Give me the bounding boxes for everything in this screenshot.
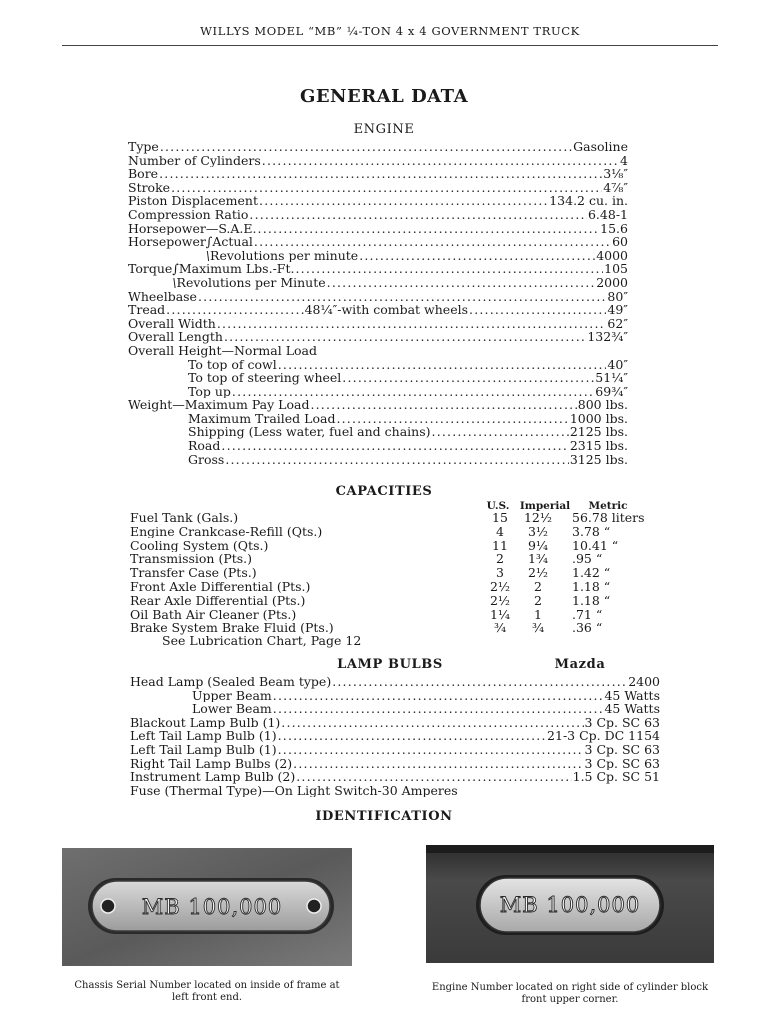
brace-symbol: \ xyxy=(205,248,211,263)
spec-label: Shipping (Less water, fuel and chains) xyxy=(188,425,431,440)
capacity-label: Front Axle Differential (Pts.) xyxy=(130,579,311,594)
spec-label: Gross xyxy=(188,452,225,467)
spec-row xyxy=(128,303,628,317)
col-us: U.S. xyxy=(486,500,510,512)
capacity-imperial: 2 xyxy=(534,578,542,594)
header-rule xyxy=(62,45,718,46)
dot-leader xyxy=(296,770,571,784)
spec-value: 62″ xyxy=(607,316,628,331)
lamp-bulb-list xyxy=(130,675,660,797)
capacity-row xyxy=(130,511,650,525)
spec-row xyxy=(128,194,628,208)
spec-row xyxy=(130,743,660,757)
lamp-bulbs-heading: LAMP BULBS xyxy=(337,657,443,672)
spec-row xyxy=(128,358,628,372)
engine-plate-text: MB 100,000 xyxy=(499,893,641,917)
dot-leader xyxy=(310,398,576,412)
capacity-label: Brake System Brake Fluid (Pts.) xyxy=(130,621,334,635)
dot-leader xyxy=(273,702,604,716)
engine-spec-list xyxy=(128,140,628,466)
engine-heading: ENGINE xyxy=(353,122,415,137)
dot-leader xyxy=(171,181,602,195)
spec-value: 69¾″ xyxy=(595,384,628,399)
spec-value: 4000 xyxy=(596,248,628,263)
capacity-label: Fuel Tank (Gals.) xyxy=(130,511,239,525)
capacity-metric: 10.41 “ xyxy=(572,537,619,553)
spec-label: To top of cowl xyxy=(188,357,277,372)
capacity-label: Oil Bath Air Cleaner (Pts.) xyxy=(130,607,297,622)
spec-row xyxy=(128,385,628,399)
engine-caption-line: Engine Number located on right side of cylinder block xyxy=(431,982,709,993)
capacity-row xyxy=(130,608,650,622)
capacity-us: 2 xyxy=(496,551,504,567)
spec-label: Instrument Lamp Bulb (2) xyxy=(130,770,296,784)
spec-label: Horsepower xyxy=(128,235,206,249)
capacity-row xyxy=(130,525,650,539)
capacity-row xyxy=(130,594,650,608)
spec-value: 2125 lbs. xyxy=(569,425,628,440)
spec-value: 1.5 Cp. SC 51 xyxy=(572,770,660,784)
chassis-plate-text: MB 100,000 xyxy=(141,895,283,919)
lubrication-note: See Lubrication Chart, Page 12 xyxy=(162,633,362,648)
capacity-metric: 3.78 “ xyxy=(572,523,611,539)
spec-value: 80″ xyxy=(607,289,628,304)
spec-row xyxy=(130,702,660,716)
spec-value: Gasoline xyxy=(573,140,628,154)
spec-label: Left Tail Lamp Bulb (1) xyxy=(130,742,277,757)
capacity-row xyxy=(130,552,650,566)
spec-value: 134.2 cu. in. xyxy=(549,194,628,208)
spec-value: 3 Cp. SC 63 xyxy=(584,742,660,757)
rivet-icon xyxy=(101,899,115,913)
capacity-imperial: 1 xyxy=(534,606,542,622)
dot-leader xyxy=(224,330,586,344)
spec-label: Tread xyxy=(128,303,166,317)
engine-caption-line: front upper corner. xyxy=(521,994,619,1005)
dot-leader xyxy=(166,303,303,317)
spec-label: Fuse (Thermal Type)—On Light Switch-30 Amperes xyxy=(130,783,458,798)
capacity-row xyxy=(130,539,650,553)
spec-row xyxy=(128,330,628,344)
chassis-serial-photo xyxy=(62,848,352,966)
running-header: WILLYS MODEL “MB” ¼-TON 4 x 4 GOVERNMENT TRUCK xyxy=(200,24,580,38)
capacity-us: 15 xyxy=(492,510,508,525)
capacity-us: 1¼ xyxy=(489,606,511,622)
spec-sublabel: Maximum Lbs.-Ft. xyxy=(178,262,295,276)
dot-leader xyxy=(336,412,568,426)
dot-leader xyxy=(295,262,603,276)
dot-leader xyxy=(327,276,596,290)
spec-value: 3 Cp. SC 63 xyxy=(584,756,660,771)
chassis-caption-line: left front end. xyxy=(171,992,243,1003)
spec-row xyxy=(128,412,628,426)
spec-label: Number of Cylinders xyxy=(128,153,261,168)
spec-row xyxy=(128,262,628,276)
spec-row xyxy=(128,276,628,290)
capacity-metric: 56.78 liters xyxy=(572,510,645,525)
capacity-row xyxy=(130,566,650,580)
spec-value: 1000 lbs. xyxy=(569,411,628,426)
spec-sublabel: Actual xyxy=(212,235,253,249)
spec-value: 800 lbs. xyxy=(577,398,628,412)
spec-label: Overall Height—Normal Load xyxy=(128,343,317,358)
spec-value: 51¼″ xyxy=(595,371,628,385)
dot-leader xyxy=(342,371,594,385)
spec-label: Lower Beam xyxy=(192,702,272,716)
spec-value: 3125 lbs. xyxy=(569,452,628,467)
capacity-label: Transfer Case (Pts.) xyxy=(130,566,257,580)
capacity-us: 2½ xyxy=(489,592,511,608)
spec-value: 4 xyxy=(620,153,628,168)
spec-label: Type xyxy=(128,140,159,154)
spec-label: Maximum Trailed Load xyxy=(188,411,336,426)
brace-symbol: ∫ xyxy=(172,262,179,276)
spec-value: 2000 xyxy=(596,275,628,290)
dot-leader xyxy=(278,358,607,372)
spec-label: Left Tail Lamp Bulb (1) xyxy=(130,729,277,743)
chassis-caption xyxy=(52,980,362,1004)
spec-row xyxy=(128,249,628,263)
capacity-us: 11 xyxy=(492,537,508,553)
spec-value: 3 Cp. SC 63 xyxy=(584,715,660,730)
spec-row xyxy=(130,689,660,703)
spec-row xyxy=(130,770,660,784)
dot-leader xyxy=(225,453,568,467)
rivet-icon xyxy=(307,899,321,913)
spec-label: Horsepower—S.A.E. xyxy=(128,221,257,236)
spec-value: 21-3 Cp. DC 1154 xyxy=(547,729,660,743)
capacity-imperial: 9¼ xyxy=(527,537,549,553)
capacity-us: ¾ xyxy=(493,620,507,636)
spec-row xyxy=(128,425,628,439)
spec-row xyxy=(128,154,628,168)
capacities-heading: CAPACITIES xyxy=(335,484,433,499)
capacity-row xyxy=(130,580,650,594)
spec-value: 2315 lbs. xyxy=(569,439,628,453)
dot-leader xyxy=(332,675,627,689)
spec-row xyxy=(128,181,628,195)
spec-row xyxy=(130,729,660,743)
dot-leader xyxy=(469,303,606,317)
spec-value: 15.6 xyxy=(600,221,628,236)
page-title: GENERAL DATA xyxy=(299,86,469,107)
dot-leader xyxy=(258,222,600,236)
spec-label: Head Lamp (Sealed Beam type) xyxy=(130,675,332,689)
spec-label: Upper Beam xyxy=(192,688,272,703)
spec-label: Blackout Lamp Bulb (1) xyxy=(130,715,281,730)
dot-leader xyxy=(254,235,611,249)
spec-sublabel: Revolutions per minute xyxy=(210,248,359,263)
capacity-label: Engine Crankcase-Refill (Qts.) xyxy=(130,524,323,539)
capacity-imperial: 2 xyxy=(534,592,542,608)
capacity-imperial: 12½ xyxy=(523,510,553,525)
spec-value: 45 Watts xyxy=(604,702,660,716)
dot-leader xyxy=(293,757,583,771)
spec-value: 105 xyxy=(604,262,628,276)
spec-label: Piston Displacement xyxy=(128,194,259,208)
spec-row xyxy=(128,208,628,222)
dot-leader xyxy=(278,743,584,757)
capacity-us: 2½ xyxy=(489,578,511,594)
spec-label: Compression Ratio xyxy=(128,207,249,222)
spec-value: 4⅞″ xyxy=(603,180,628,195)
spec-label: Stroke xyxy=(128,180,171,195)
capacity-metric: .71 “ xyxy=(572,606,603,622)
capacity-imperial: 1¾ xyxy=(527,551,549,567)
col-imperial: Imperial xyxy=(519,500,571,512)
spec-row xyxy=(128,371,628,385)
capacity-us: 4 xyxy=(496,523,504,539)
spec-value: 3⅛″ xyxy=(603,167,628,181)
spec-value: 49″ xyxy=(607,303,628,317)
capacities-table xyxy=(130,511,650,635)
spec-row xyxy=(128,235,628,249)
dot-leader xyxy=(273,689,604,703)
dot-leader xyxy=(198,290,606,304)
dot-leader xyxy=(278,729,546,743)
spec-row xyxy=(128,398,628,412)
spec-row xyxy=(128,453,628,467)
dot-leader xyxy=(160,140,572,154)
spec-label: Torque xyxy=(128,262,173,276)
dot-leader xyxy=(249,208,587,222)
capacity-metric: .36 “ xyxy=(572,620,603,636)
spec-label: Bore xyxy=(128,167,159,181)
spec-row xyxy=(130,757,660,771)
capacity-metric: .95 “ xyxy=(572,551,603,567)
col-metric: Metric xyxy=(588,500,628,512)
spec-row xyxy=(128,167,628,181)
engine-caption xyxy=(414,982,726,1006)
spec-row xyxy=(130,716,660,730)
spec-value: 60 xyxy=(612,235,628,249)
capacity-label: Cooling System (Qts.) xyxy=(130,538,269,553)
spec-row xyxy=(128,290,628,304)
chassis-caption-line: Chassis Serial Number located on inside of frame at xyxy=(74,980,340,991)
dot-leader xyxy=(217,317,607,331)
spec-row xyxy=(128,222,628,236)
dot-leader xyxy=(259,194,548,208)
spec-sublabel: Revolutions per Minute xyxy=(176,275,326,290)
spec-value: 45 Watts xyxy=(604,688,660,703)
spec-mid-value: 48¼″-with combat wheels xyxy=(304,303,469,317)
spec-value: 2400 xyxy=(628,675,660,689)
spec-value: 132¾″ xyxy=(587,330,628,344)
brace-symbol: \ xyxy=(172,275,177,290)
spec-row xyxy=(130,784,660,798)
capacity-metric: 1.18 “ xyxy=(572,578,611,594)
dot-leader xyxy=(159,167,602,181)
spec-value: 40″ xyxy=(607,357,628,372)
dot-leader xyxy=(359,249,595,263)
spec-label: Overall Length xyxy=(128,330,223,344)
dot-leader xyxy=(221,439,568,453)
spec-label: Wheelbase xyxy=(128,289,197,304)
spec-row xyxy=(128,344,628,358)
dot-leader xyxy=(262,154,619,168)
capacity-imperial: ¾ xyxy=(531,620,545,636)
identification-heading: IDENTIFICATION xyxy=(315,809,453,824)
capacity-metric: 1.18 “ xyxy=(572,592,611,608)
spec-value: 6.48-1 xyxy=(587,207,628,222)
spec-row xyxy=(128,439,628,453)
spec-label: To top of steering wheel xyxy=(188,371,342,385)
dot-leader xyxy=(281,716,583,730)
spec-row xyxy=(128,140,628,154)
capacity-imperial: 2½ xyxy=(527,565,549,581)
capacity-label: Transmission (Pts.) xyxy=(130,552,253,566)
dot-leader xyxy=(432,425,569,439)
capacity-metric: 1.42 “ xyxy=(572,565,611,581)
spec-label: Road xyxy=(188,439,221,453)
capacity-us: 3 xyxy=(496,565,504,581)
spec-label: Weight—Maximum Pay Load xyxy=(128,398,310,412)
spec-label: Top up xyxy=(188,384,231,399)
spec-row xyxy=(130,675,660,689)
mazda-column-heading: Mazda xyxy=(554,657,606,672)
capacity-label: Rear Axle Differential (Pts.) xyxy=(130,593,306,608)
capacity-imperial: 3½ xyxy=(527,523,549,539)
spec-row xyxy=(128,317,628,331)
brace-symbol: ∫ xyxy=(205,235,213,249)
engine-number-photo xyxy=(426,845,714,963)
dot-leader xyxy=(232,385,594,399)
spec-label: Right Tail Lamp Bulbs (2) xyxy=(130,756,293,771)
spec-label: Overall Width xyxy=(128,316,216,331)
